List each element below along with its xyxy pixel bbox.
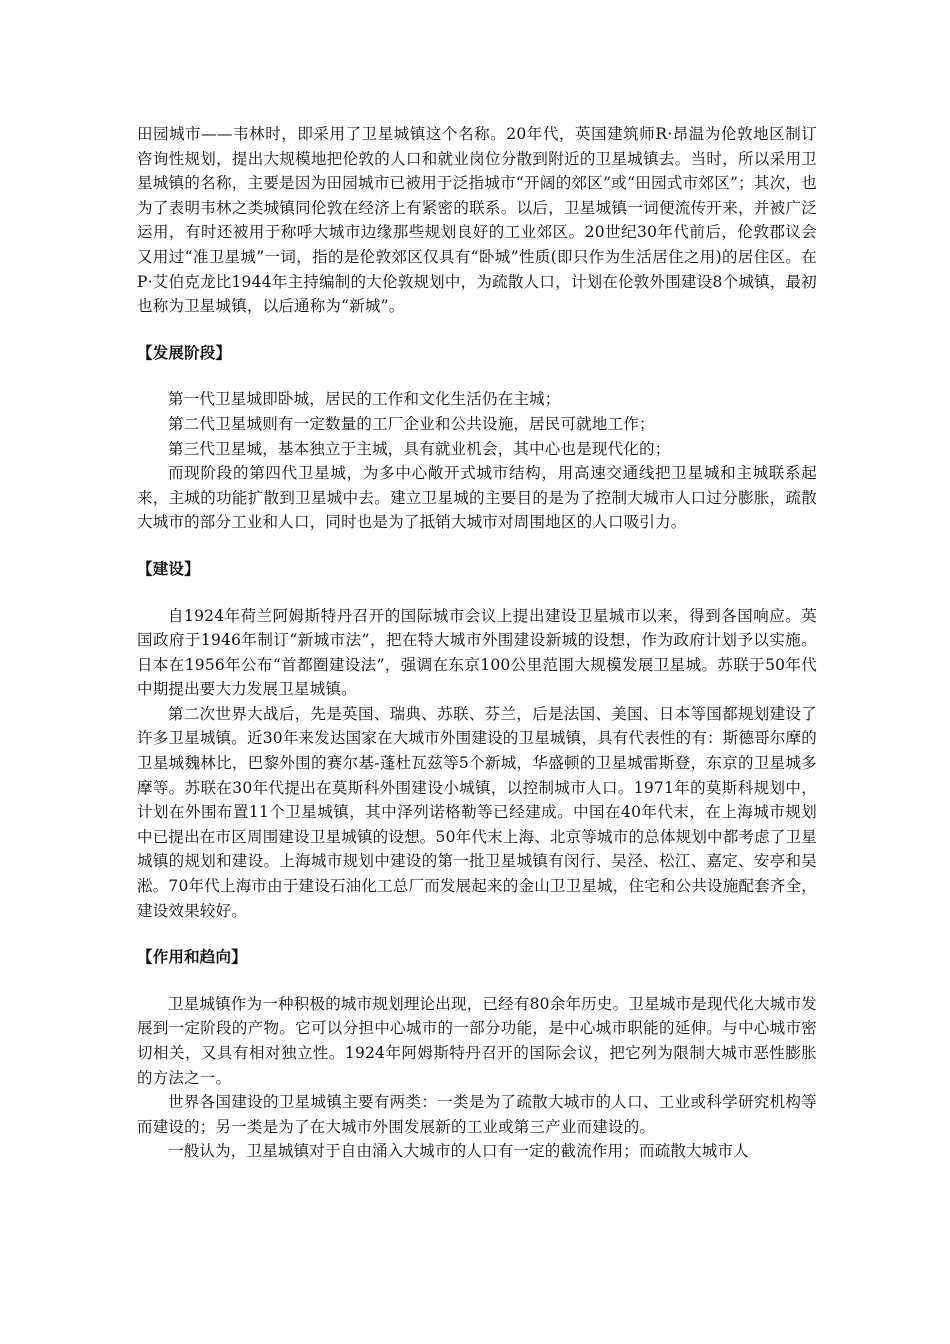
stages-paragraph-1: 第一代卫星城即卧城，居民的工作和文化生活仍在主城； xyxy=(168,390,561,409)
section-heading-stages: 【发展阶段】 xyxy=(137,343,232,362)
section-heading-construction: 【建设】 xyxy=(137,559,200,578)
stages-paragraph-4: 而现阶段的第四代卫星城，为多中心敞开式城市结构，用高速交通线把卫星城和主城联系起来，主城的功能扩散到卫星城中去。建立卫星城的主要目的是为了控制大城市人口过分膨胀，疏散大城市的部分工业和人口，同时也是为了抵销大城市对周围地区的人口吸引力。 xyxy=(137,464,817,532)
construction-paragraph-1: 自1924年荷兰阿姆斯特丹召开的国际城市会议上提出建设卫星城市以来，得到各国响应。英国政府于1946年制订“新城市法”，把在特大城市外围建设新城的设想，作为政府计划予以实施。日本在1956年公布“首都圈建设法”，强调在东京100公里范围大规模发展卫星城。苏联于50年代中期提出要大力发展卫星城镇。 xyxy=(137,606,817,699)
role-paragraph-3: 一般认为，卫星城镇对于自由涌入大城市的人口有一定的截流作用；而疏散大城市人 xyxy=(168,1142,749,1161)
stages-paragraph-2: 第二代卫星城则有一定数量的工厂企业和公共设施，居民可就地工作； xyxy=(168,414,655,433)
role-paragraph-2: 世界各国建设的卫星城镇主要有两类：一类是为了疏散大城市的人口、工业或科学研究机构等而建设的；另一类是为了在大城市外围发展新的工业或第三产业而建设的。 xyxy=(137,1093,817,1136)
role-paragraph-1: 卫星城镇作为一种积极的城市规划理论出现，已经有80余年历史。卫星城市是现代化大城市发展到一定阶段的产物。它可以分担中心城市的一部分功能，是中心城市职能的延伸。与中心城市密切相关，又具有相对独立性。1924年阿姆斯特丹召开的国际会议，把它列为限制大城市恶性膨胀的方法之一。 xyxy=(137,994,817,1087)
section-heading-role-trends: 【作用和趋向】 xyxy=(137,948,247,967)
document-body xyxy=(137,122,817,1164)
construction-paragraph-2: 第二次世界大战后，先是英国、瑞典、苏联、芬兰，后是法国、美国、日本等国都规划建设了许多卫星城镇。近30年来发达国家在大城市外围建设的卫星城镇，具有代表性的有：斯德哥尔摩的卫星城魏林比，巴黎外围的赛尔基-蓬杜瓦兹等5个新城，华盛顿的卫星城雷斯登，东京的卫星城多摩等。苏联在30年代提出在莫斯科外围建设小城镇，以控制城市人口。1971年的莫斯科规划中，计划在外围布置11个卫星城镇，其中泽列诺格勒等已经建成。中国在40年代末，在上海城市规划中已提出在市区周围建设卫星城镇的设想。50年代末上海、北京等城市的总体规划中都考虑了卫星城镇的规划和建设。上海城市规划中建设的第一批卫星城镇有闵行、吴泾、松江、嘉定、安亭和吴淞。70年代上海市由于建设石油化工总厂而发展起来的金山卫卫星城，住宅和公共设施配套齐全，建设效果较好。 xyxy=(137,704,817,920)
stages-paragraph-3: 第三代卫星城，基本独立于主城，具有就业机会，其中心也是现代化的； xyxy=(168,439,671,458)
intro-paragraph: 田园城市——韦林时，即采用了卫星城镇这个名称。20年代，英国建筑师R·昂温为伦敦地区制订咨询性规划，提出大规模地把伦敦的人口和就业岗位分散到附近的卫星城镇去。当时，所以采用卫星城镇的名称，主要是因为田园城市已被用于泛指城市“开阔的郊区”或“田园式市郊区”；其次，也为了表明韦林之类城镇同伦敦在经济上有紧密的联系。以后，卫星城镇一词便流传开来，并被广泛运用，有时还被用于称呼大城市边缘那些规划良好的工业郊区。20世纪30年代前后，伦敦郡议会又用过“准卫星城”一词，指的是伦敦郊区仅具有“卧城”性质(即只作为生活居住之用)的居住区。在P·艾伯克龙比1944年主持编制的大伦敦规划中，为疏散人口，计划在伦敦外围建设8个城镇，最初也称为卫星城镇，以后通称为“新城”。 xyxy=(137,125,817,316)
